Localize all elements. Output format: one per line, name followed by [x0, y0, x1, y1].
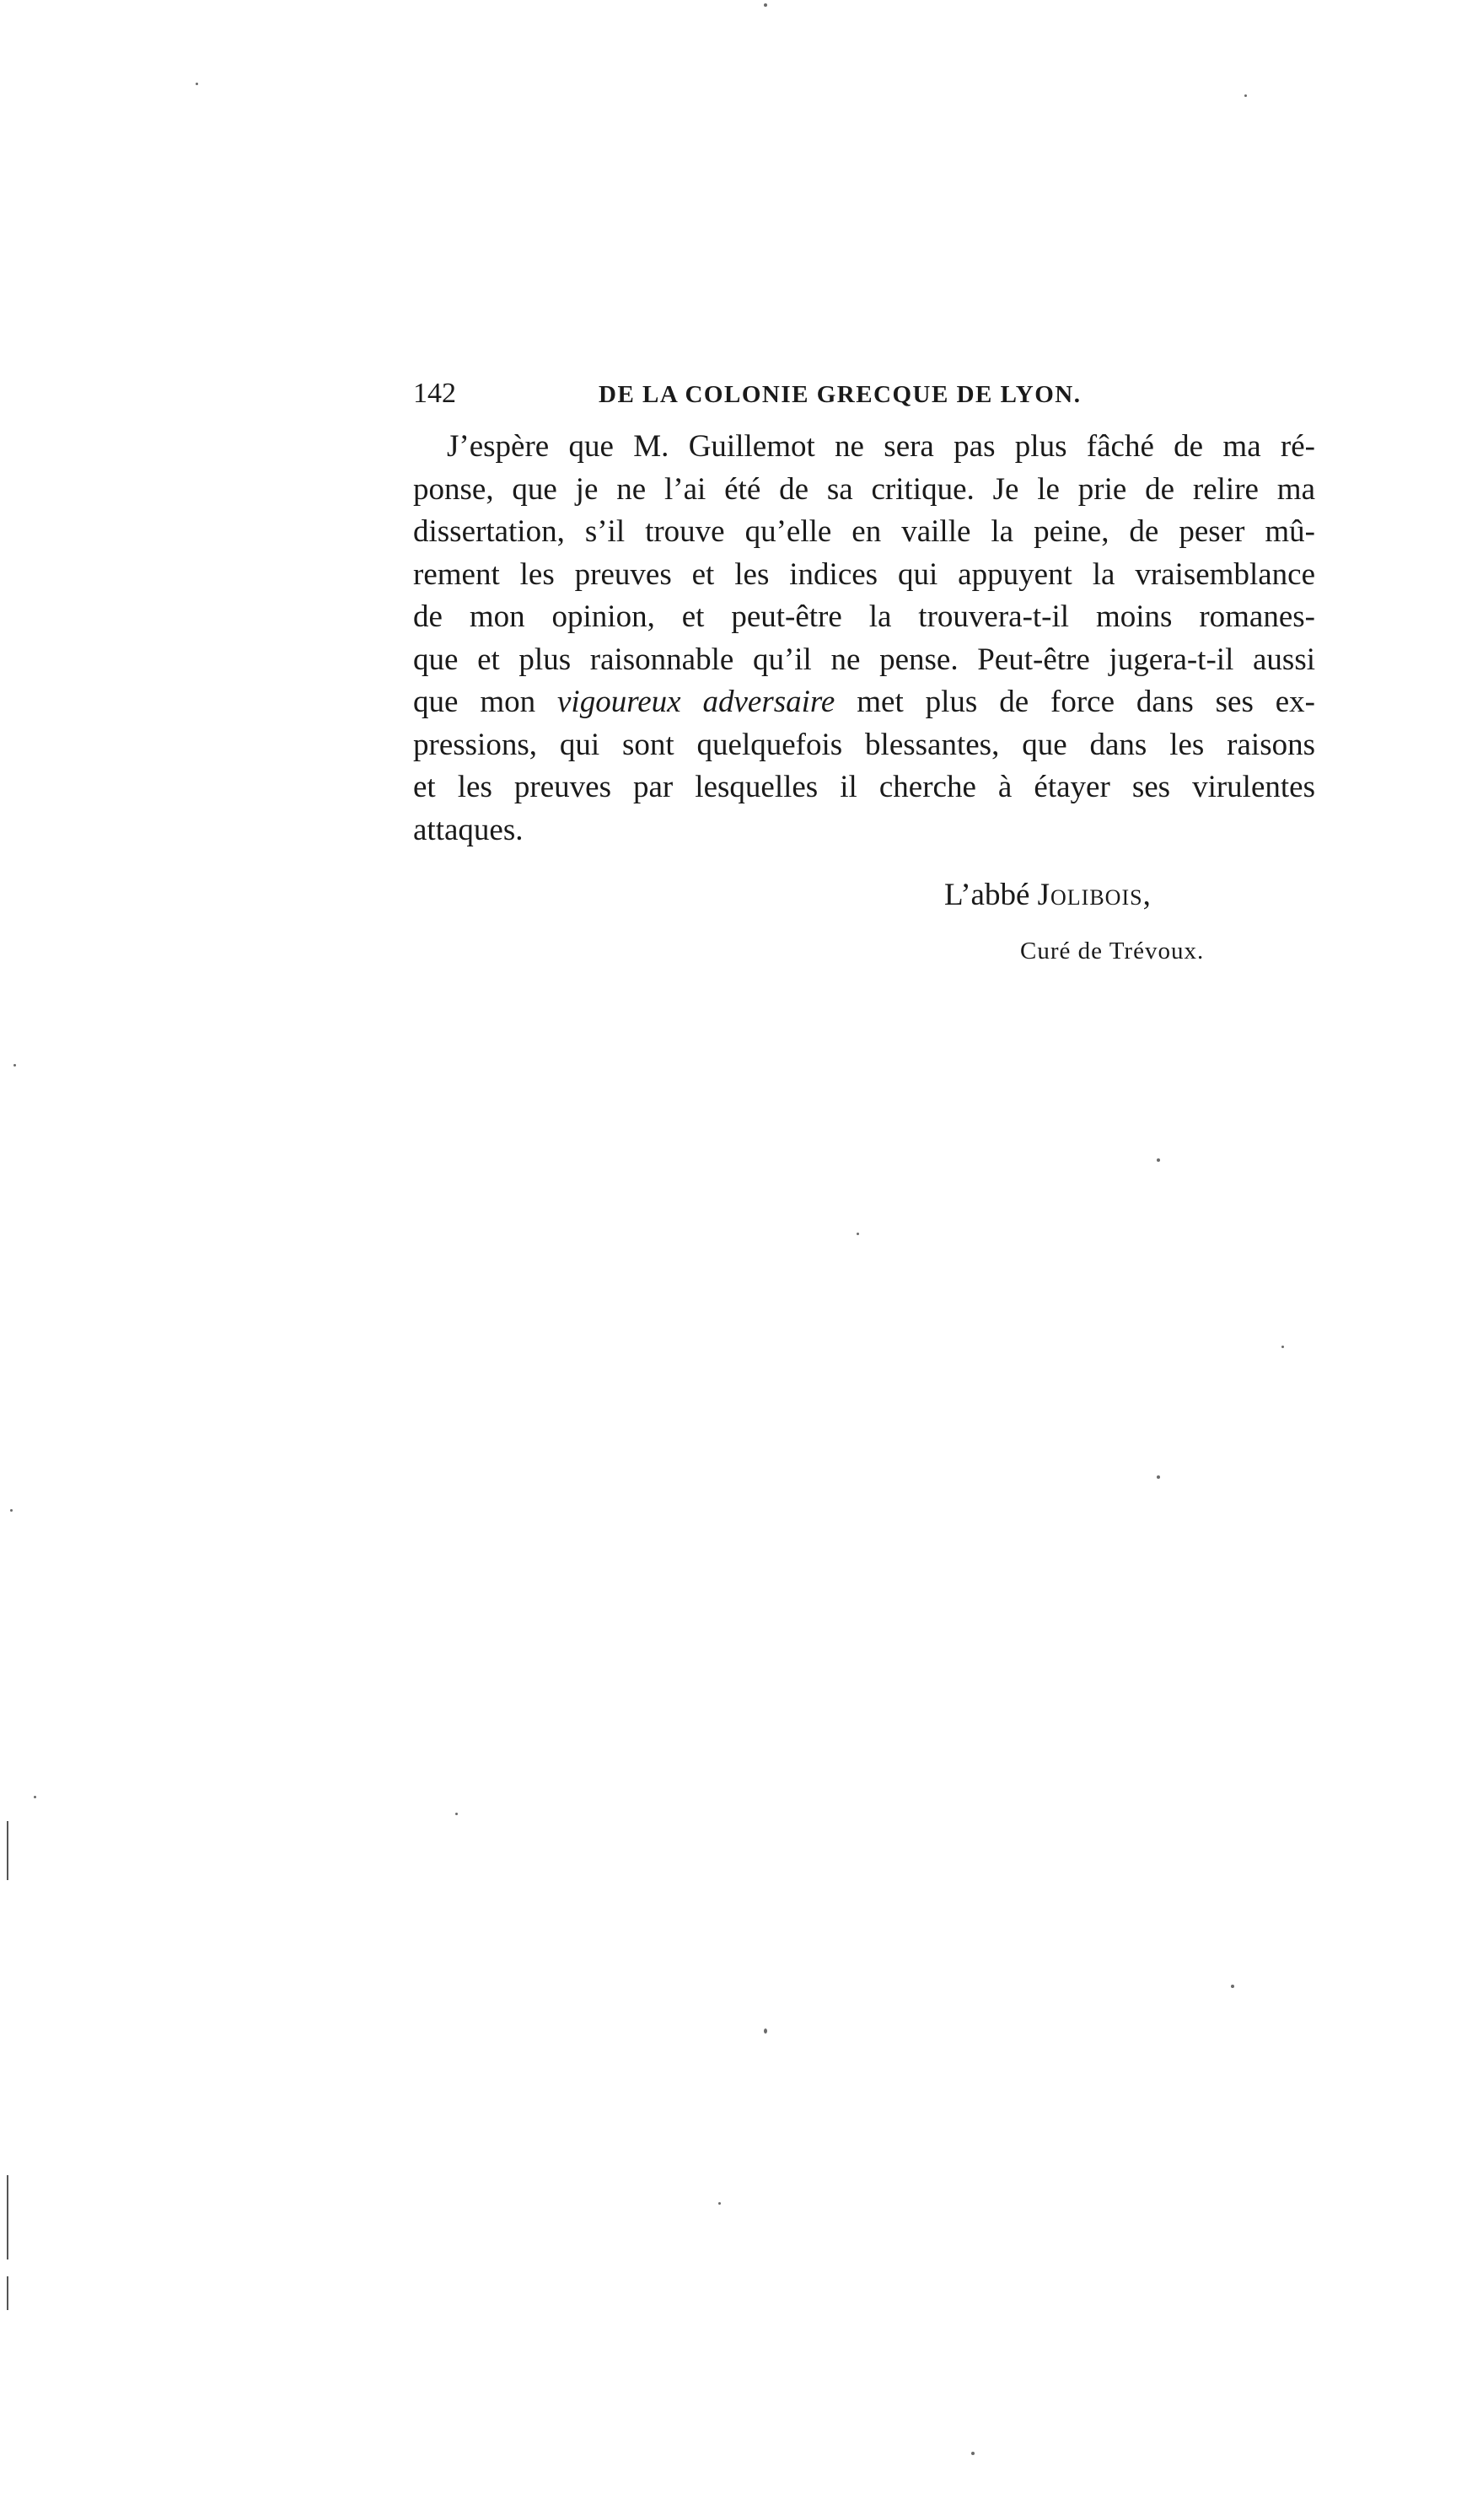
body-paragraph: [413, 426, 1315, 852]
scan-speck: [10, 1509, 13, 1512]
scan-speck: [455, 1813, 458, 1815]
text-line: que et plus raisonnable qu’il ne pense. Peut-être jugera-t-il aussi: [413, 642, 1315, 677]
scan-speck: [13, 1064, 16, 1067]
scan-speck: [764, 3, 767, 7]
scan-speck: [34, 1796, 36, 1798]
text-line: dissertation, s’il trouve qu’elle en vaille la peine, de peser mû-: [413, 514, 1315, 549]
scan-edge-mark: [7, 1821, 8, 1880]
page-number: 142: [413, 378, 456, 409]
text-line: rement les preuves et les indices qui appuyent la vraisemblance: [413, 556, 1315, 592]
signature-suffix: ,: [1142, 878, 1151, 912]
signature-title: Curé de Trévoux.: [1020, 938, 1205, 964]
text-line-with-emphasis: [413, 681, 1315, 724]
scan-speck: [857, 1233, 859, 1235]
scan-speck: [1157, 1158, 1160, 1162]
scan-speck: [1231, 1985, 1234, 1988]
scan-speck: [1157, 1475, 1160, 1479]
text-run: met plus de force dans ses ex-: [835, 685, 1315, 719]
text-line: J’espère que M. Guillemot ne sera pas plus fâché de ma ré-: [447, 429, 1315, 464]
text-run: que mon: [413, 685, 557, 719]
text-line: et les preuves par lesquelles il cherche à étayer ses virulentes: [413, 770, 1315, 804]
scan-speck: [971, 2452, 975, 2455]
scan-edge-mark: [7, 2276, 8, 2310]
text-line: pressions, qui sont quelquefois blessantes, que dans les raisons: [413, 727, 1315, 762]
scan-speck: [1281, 1346, 1284, 1348]
signature: [944, 877, 1151, 913]
scan-speck: [718, 2202, 721, 2205]
text-line: ponse, que je ne l’ai été de sa critique. Je le prie de relire ma: [413, 471, 1315, 507]
text-line: de mon opinion, et peut-être la trouvera-t-il moins romanes-: [413, 599, 1315, 634]
emphasis-text: vigoureux adversaire: [557, 685, 835, 719]
text-line: attaques.: [413, 812, 524, 847]
scan-edge-mark: [7, 2175, 8, 2259]
scan-speck: [764, 2028, 767, 2034]
scan-speck: [196, 83, 198, 85]
signature-name: Jolibois: [1037, 878, 1143, 912]
running-title: DE LA COLONIE GRECQUE DE LYON.: [599, 381, 1082, 408]
signature-prefix: L’abbé: [944, 878, 1038, 912]
running-head: [413, 378, 1340, 420]
scan-speck: [1244, 94, 1247, 97]
